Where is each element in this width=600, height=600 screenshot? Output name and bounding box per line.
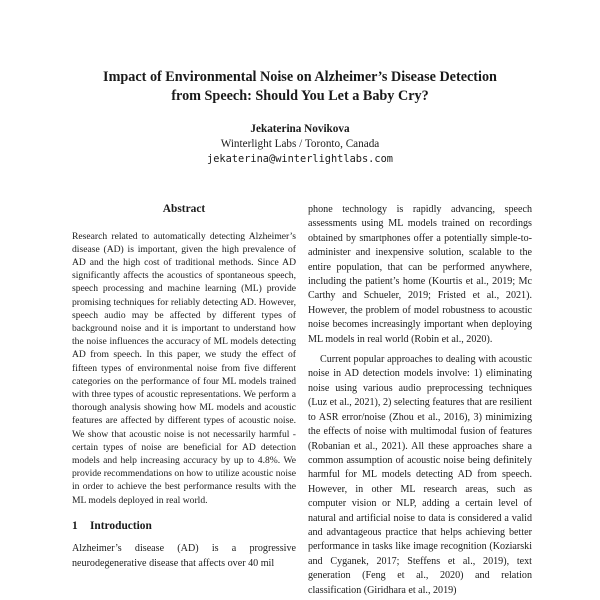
body-paragraph-1: phone technology is rapidly advancing, speech assessments using ML models trained on recordings obtained by smartphones offer a potentially simple-to-administer and inexpensive solution, scalable to the entire population, that can be performed anywhere, including the patient’s home (Kourtis et al., 2019; Mc Carthy and Schueler, 2019; Fristed et al., 2021). However, the problem of model robustness to acoustic noise becomes increasingly important when deploying ML models in real world (Robin et al., 2020). xyxy=(308,204,532,345)
title-line-1: Impact of Environmental Noise on Alzheimer’s Disease Detection xyxy=(103,69,497,85)
author-block xyxy=(60,122,540,167)
author-affiliation: Winterlight Labs / Toronto, Canada xyxy=(220,138,380,150)
section-title: Introduction xyxy=(90,519,152,532)
introduction-paragraph: Alzheimer’s disease (AD) is a progressive neurodegenerative disease that affects over 40 mil xyxy=(72,543,296,569)
section-number: 1 xyxy=(72,519,78,532)
body-paragraph-2: Current popular approaches to dealing with acoustic noise in AD detection models involve: 1) eliminating noise using various audio preprocessing techniques (Luz et al., 2021), 2) selecting features that are resilient to ASR error/noise (Zhou et al., 2016), 3) minimizing the effects of noise with multimodal fusion of features (Robanian et al., 2021). All these approaches share a common assumption of acoustic noise being definitely harmful for ML models detecting AD from speech. However, in other ML research areas, such as computer vision or NLP, adding a certain level of natural and artificial noise to data is considered a valid and advantageous practice that helps achieving better performance in tasks like image recognition (Koziarski and Cyganek, 2017; Steffens et al., 2019), text generation (Feng et al., 2020) and relation classification (Giridhara et al., 2019) xyxy=(308,354,532,596)
left-column xyxy=(72,203,296,571)
author-email[interactable]: jekaterina@winterlightlabs.com xyxy=(207,153,393,165)
abstract-heading: Abstract xyxy=(162,203,206,215)
paper-title xyxy=(60,68,540,105)
author-name: Jekaterina Novikova xyxy=(250,123,350,135)
title-line-2: from Speech: Should You Let a Baby Cry? xyxy=(171,87,429,104)
abstract-text: Research related to automatically detecting Alzheimer’s disease (AD) is important, given the high prevalence of AD and the high cost of traditional methods. Since AD significantly affects the acoustics of spontaneous speech, speech processing and machine learning (ML) provide promising techniques for reliably detecting AD. However, speech audio may be affected by different types of background noise and it is important to understand how the noise influences the accuracy of ML models detecting AD from speech. In this paper, we study the effect of fifteen types of environmental noise from five different categories on the performance of four ML models trained with three types of acoustic representations. We perform a thorough analysis showing how ML models and acoustic features are affected by different types of acoustic noise. We show that acoustic noise is not necessarily harmful - certain types of noise are beneficial for AD detection models and help increasing accuracy by up to 4.8%. We provide recommendations on how to utilize acoustic noise in order to achieve the best performance results with the ML models deployed in real world. xyxy=(72,230,296,506)
section-heading-introduction xyxy=(72,520,296,534)
right-column xyxy=(308,203,532,598)
